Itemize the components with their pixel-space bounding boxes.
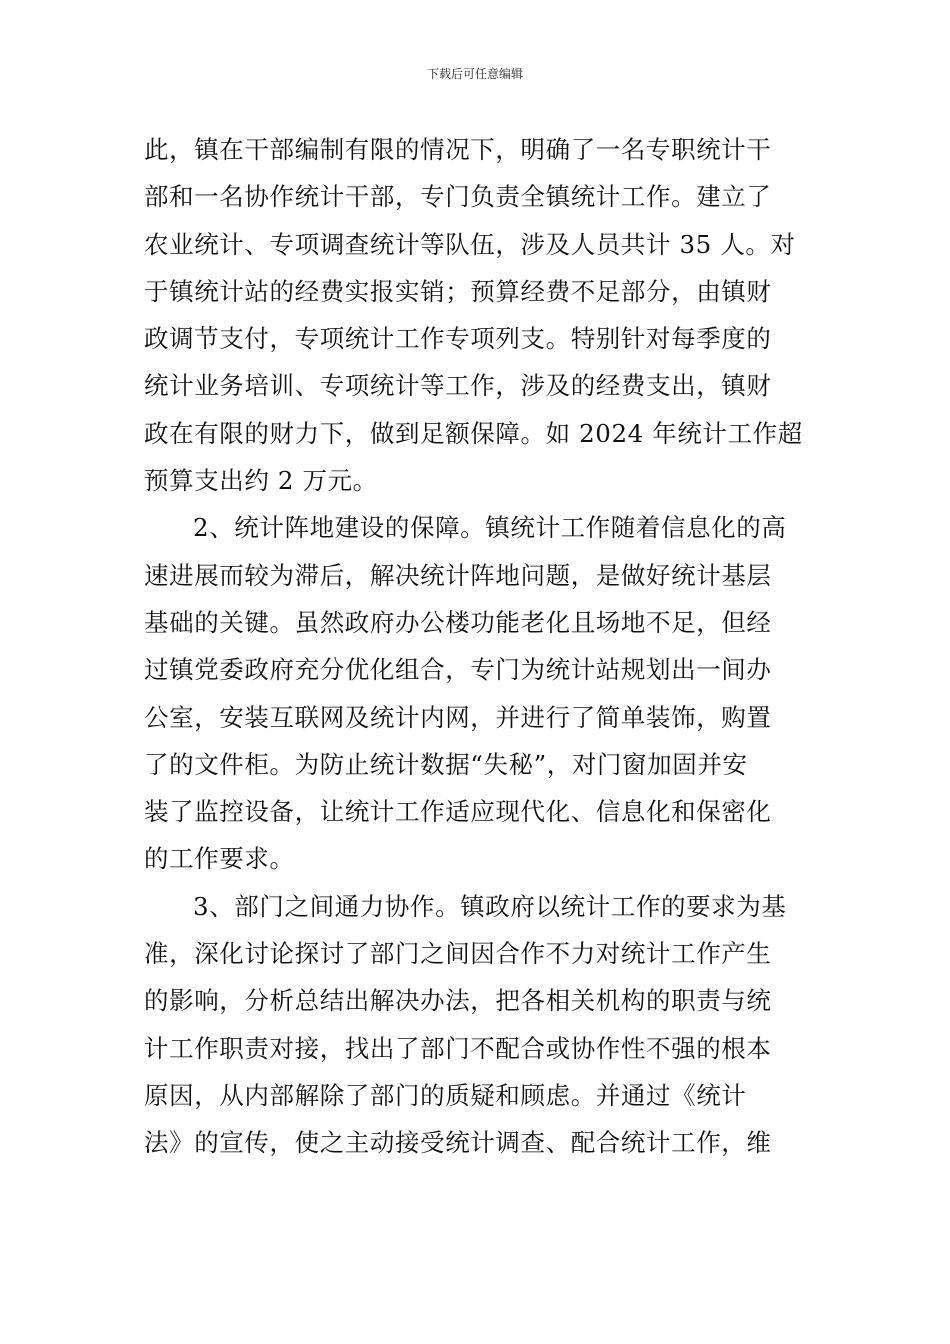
text-line: 计工作职责对接，找出了部门不配合或协作性不强的根本 <box>144 1033 772 1063</box>
text-line: 准，深化讨论探讨了部门之间因合作不力对统计工作产生 <box>144 939 772 969</box>
body-text <box>144 126 808 1167</box>
paragraph-start-line: 2、统计阵地建设的保障。镇统计工作随着信息化的高 <box>193 513 787 543</box>
text-line: 预算支出约 2 万元。 <box>144 466 378 496</box>
text-line: 速进展而较为滞后，解决统计阵地问题，是做好统计基层 <box>144 560 772 590</box>
text-line: 过镇党委政府充分优化组合，专门为统计站规划出一间办 <box>144 655 772 685</box>
text-line: 政调节支付，专项统计工作专项列支。特别针对每季度的 <box>144 324 772 354</box>
text-line: 原因，从内部解除了部门的质疑和顾虑。并通过《统计 <box>144 1080 747 1110</box>
text-line: 法》的宣传，使之主动接受统计调查、配合统计工作，维 <box>144 1128 772 1158</box>
text-line: 的工作要求。 <box>144 844 295 874</box>
text-line: 农业统计、专项调查统计等队伍，涉及人员共计 35 人。对 <box>144 229 796 259</box>
text-line: 公室，安装互联网及统计内网，并进行了简单装饰，购置 <box>144 702 772 732</box>
text-line: 部和一名协作统计干部，专门负责全镇统计工作。建立了 <box>144 182 772 212</box>
paragraph-start-line: 3、部门之间通力协作。镇政府以统计工作的要求为基 <box>193 891 787 921</box>
text-line: 装了监控设备，让统计工作适应现代化、信息化和保密化 <box>144 797 772 827</box>
text-line: 于镇统计站的经费实报实销；预算经费不足部分，由镇财 <box>144 276 772 306</box>
text-line: 此，镇在干部编制有限的情况下，明确了一名专职统计干 <box>144 135 772 164</box>
text-line: 了的文件柜。为防止统计数据“失秘”，对门窗加固并安 <box>144 749 748 779</box>
text-line: 基础的关键。虽然政府办公楼功能老化且场地不足，但经 <box>144 607 772 637</box>
text-line: 政在有限的财力下，做到足额保障。如 2024 年统计工作超 <box>144 418 803 448</box>
text-line: 统计业务培训、专项统计等工作，涉及的经费支出，镇财 <box>144 371 772 401</box>
page-header: 下载后可任意编辑 <box>426 67 523 81</box>
text-line: 的影响，分析总结出解决办法，把各相关机构的职责与统 <box>144 986 772 1016</box>
